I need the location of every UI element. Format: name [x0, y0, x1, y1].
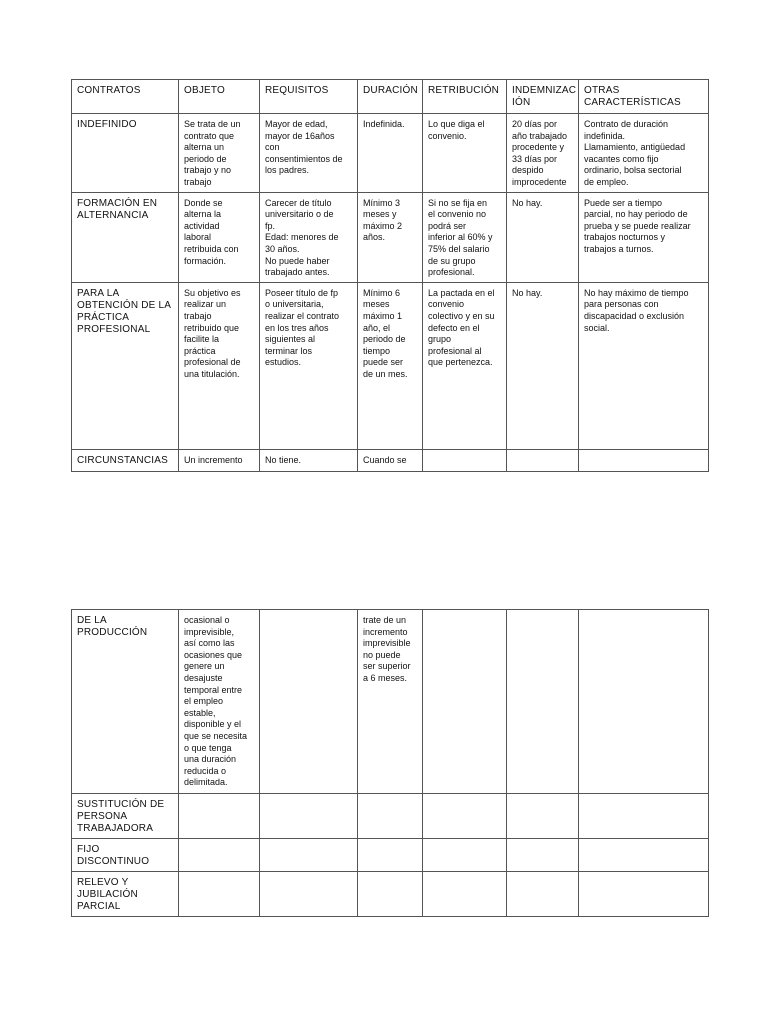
- cell-retribucion: La pactada en el convenio colectivo y en su defecto en el grupo profesional al que pertenezca.: [423, 282, 507, 449]
- contract-name: FIJO DISCONTINUO: [72, 839, 179, 872]
- cell-otras: Puede ser a tiempo parcial, no hay periodo de prueba y se puede realizar trabajos nocturnos y trabajos a turnos.: [579, 192, 709, 282]
- cell-indemnizacion: [507, 610, 579, 794]
- header-duracion: DURACIÓN: [358, 80, 423, 114]
- cell-indemnizacion: [507, 872, 579, 917]
- cell-requisitos: Mayor de edad, mayor de 16años con consentimientos de los padres.: [260, 114, 358, 193]
- contract-name: RELEVO Y JUBILACIÓN PARCIAL: [72, 872, 179, 917]
- cell-indemnizacion: 20 días por año trabajado procedente y 33 días por despido improcedente: [507, 114, 579, 193]
- header-contratos: CONTRATOS: [72, 80, 179, 114]
- cell-indemnizacion: [507, 449, 579, 471]
- contract-name: CIRCUNSTANCIAS: [72, 449, 179, 471]
- header-row: [72, 80, 709, 114]
- table-row: [72, 610, 709, 794]
- cell-objeto: Un incremento: [179, 449, 260, 471]
- cell-duracion: Indefinida.: [358, 114, 423, 193]
- header-requisitos: REQUISITOS: [260, 80, 358, 114]
- cell-objeto: [179, 794, 260, 839]
- cell-indemnizacion: [507, 839, 579, 872]
- cell-otras: No hay máximo de tiempo para personas con discapacidad o exclusión social.: [579, 282, 709, 449]
- cell-duracion: Cuando se: [358, 449, 423, 471]
- cell-requisitos: [260, 872, 358, 917]
- contracts-table-top: [71, 79, 709, 472]
- header-objeto: OBJETO: [179, 80, 260, 114]
- contract-name: DE LA PRODUCCIÓN: [72, 610, 179, 794]
- cell-indemnizacion: No hay.: [507, 192, 579, 282]
- table-row: [72, 192, 709, 282]
- cell-otras: [579, 794, 709, 839]
- table-row: [72, 872, 709, 917]
- cell-otras: [579, 839, 709, 872]
- cell-requisitos: [260, 610, 358, 794]
- cell-requisitos: [260, 839, 358, 872]
- cell-requisitos: No tiene.: [260, 449, 358, 471]
- cell-objeto: [179, 872, 260, 917]
- cell-indemnizacion: No hay.: [507, 282, 579, 449]
- cell-otras: [579, 610, 709, 794]
- cell-requisitos: Carecer de título universitario o de fp. Edad: menores de 30 años. No puede haber trabajado antes.: [260, 192, 358, 282]
- cell-duracion: Mínimo 3 meses y máximo 2 años.: [358, 192, 423, 282]
- cell-retribucion: [423, 872, 507, 917]
- table-row: [72, 449, 709, 471]
- cell-objeto: ocasional o imprevisible, así como las ocasiones que genere un desajuste temporal entre el empleo estable, disponible y el que se necesita o que tenga una duración reducida o delimitada.: [179, 610, 260, 794]
- cell-objeto: Su objetivo es realizar un trabajo retribuido que facilite la práctica profesional de una titulación.: [179, 282, 260, 449]
- cell-objeto: Donde se alterna la actividad laboral retribuida con formación.: [179, 192, 260, 282]
- cell-objeto: Se trata de un contrato que alterna un periodo de trabajo y no trabajo: [179, 114, 260, 193]
- header-otras: OTRAS CARACTERÍSTICAS: [579, 80, 709, 114]
- cell-retribucion: [423, 449, 507, 471]
- cell-duracion: Mínimo 6 meses máximo 1 año, el periodo de tiempo puede ser de un mes.: [358, 282, 423, 449]
- cell-duracion: [358, 794, 423, 839]
- cell-retribucion: [423, 610, 507, 794]
- contract-name: PARA LA OBTENCIÓN DE LA PRÁCTICA PROFESIONAL: [72, 282, 179, 449]
- contract-name: INDEFINIDO: [72, 114, 179, 193]
- cell-duracion: [358, 872, 423, 917]
- cell-retribucion: Lo que diga el convenio.: [423, 114, 507, 193]
- cell-otras: [579, 449, 709, 471]
- table-row: [72, 114, 709, 193]
- table-row: [72, 794, 709, 839]
- header-retribucion: RETRIBUCIÓN: [423, 80, 507, 114]
- cell-otras: [579, 872, 709, 917]
- cell-retribucion: [423, 839, 507, 872]
- table-row: [72, 839, 709, 872]
- cell-duracion: trate de un incremento imprevisible no puede ser superior a 6 meses.: [358, 610, 423, 794]
- cell-duracion: [358, 839, 423, 872]
- cell-requisitos: [260, 794, 358, 839]
- cell-otras: Contrato de duración indefinida. Llamamiento, antigüedad vacantes como fijo ordinario, bolsa sectorial de empleo.: [579, 114, 709, 193]
- contracts-table-bottom: [71, 609, 709, 917]
- cell-retribucion: Si no se fija en el convenio no podrá ser inferior al 60% y 75% del salario de su grupo profesional.: [423, 192, 507, 282]
- header-indemnizacion: INDEMNIZAC IÓN: [507, 80, 579, 114]
- table-row: [72, 282, 709, 449]
- cell-indemnizacion: [507, 794, 579, 839]
- cell-objeto: [179, 839, 260, 872]
- contract-name: FORMACIÓN EN ALTERNANCIA: [72, 192, 179, 282]
- contract-name: SUSTITUCIÓN DE PERSONA TRABAJADORA: [72, 794, 179, 839]
- cell-requisitos: Poseer título de fp o universitaria, realizar el contrato en los tres años siguientes al terminar los estudios.: [260, 282, 358, 449]
- cell-retribucion: [423, 794, 507, 839]
